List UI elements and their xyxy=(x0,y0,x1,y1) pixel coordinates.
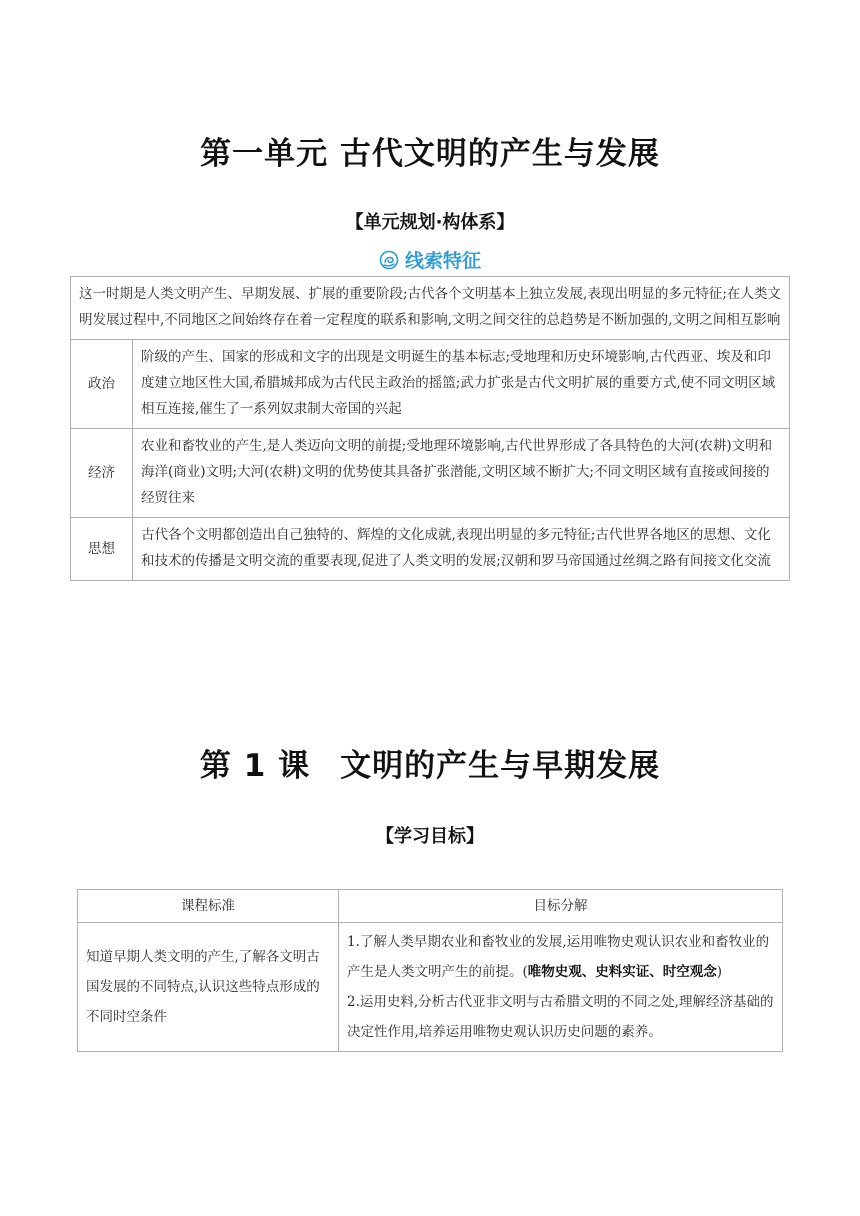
clue-table xyxy=(70,276,790,581)
clue-label-thought: 思想 xyxy=(71,518,133,581)
goal-item-2: 2.运用史料,分析古代亚非文明与古希腊文明的不同之处,理解经济基础的决定性作用,培养运用唯物史观认识历史问题的素养。 xyxy=(347,994,774,1040)
clue-text-politics: 阶级的产生、国家的形成和文字的出现是文明诞生的基本标志;受地理和历史环境影响,古代西亚、埃及和印度建立地区性大国,希腊城邦成为古代民主政治的摇篮;武力扩张是古代文明扩展的重要方式,使不同文明区域相互连接,催生了一系列奴隶制大帝国的兴起 xyxy=(133,340,790,429)
unit-title: 第一单元 古代文明的产生与发展 xyxy=(200,136,660,172)
clue-row-economy xyxy=(71,429,790,518)
breakdown-cell xyxy=(339,923,783,1052)
lesson-name: 文明的产生与早期发展 xyxy=(340,748,661,784)
goal-1-text: 1.了解人类早期农业和畜牧业的发展,运用唯物史观认识农业和畜牧业的产生是人类文明产生的前提。( xyxy=(347,934,770,980)
unit-planning-header: 【单元规划·构体系】 xyxy=(345,212,515,233)
clue-label-economy: 经济 xyxy=(71,429,133,518)
goal-table xyxy=(77,889,783,1052)
clue-intro-cell: 这一时期是人类文明产生、早期发展、扩展的重要阶段;古代各个文明基本上独立发展,表现出明显的多元特征;在人类文明发展过程中,不同地区之间始终存在着一定程度的联系和影响,文明之间交往的总趋势是不断加强的,文明之间相互影响 xyxy=(71,277,790,340)
standard-cell: 知道早期人类文明的产生,了解各文明古国发展的不同特点,认识这些特点形成的不同时空条件 xyxy=(78,923,339,1052)
goal-row xyxy=(78,923,783,1052)
clue-heading xyxy=(0,246,860,273)
clue-intro-row xyxy=(71,277,790,340)
goal-header-row xyxy=(78,890,783,923)
core-literacy-tags: 唯物史观、史料实证、时空观念 xyxy=(527,964,717,980)
clue-label-politics: 政治 xyxy=(71,340,133,429)
goal-item-1 xyxy=(347,927,774,987)
col-breakdown-header: 目标分解 xyxy=(339,890,783,923)
clue-text-economy: 农业和畜牧业的产生,是人类迈向文明的前提;受地理环境影响,古代世界形成了各具特色的大河(农耕)文明和海洋(商业)文明;大河(农耕)文明的优势使其具备扩张潜能,文明区域不断扩大;不同文明区域有直接或间接的经贸往来 xyxy=(133,429,790,518)
clue-row-thought xyxy=(71,518,790,581)
goal-1-close: ) xyxy=(716,964,723,980)
col-standard-header: 课程标准 xyxy=(78,890,339,923)
clue-row-politics xyxy=(71,340,790,429)
clue-heading-label: 线索特征 xyxy=(404,250,481,272)
swirl-icon xyxy=(379,250,399,270)
lesson-number: 第 1 课 xyxy=(199,748,311,784)
clue-text-thought: 古代各个文明都创造出自己独特的、辉煌的文化成就,表现出明显的多元特征;古代世界各地区的思想、文化和技术的传播是文明交流的重要表现,促进了人类文明的发展;汉朝和罗马帝国通过丝绸之路有间接文化交流 xyxy=(133,518,790,581)
lesson-title xyxy=(0,740,860,785)
goals-header: 【学习目标】 xyxy=(376,826,484,847)
